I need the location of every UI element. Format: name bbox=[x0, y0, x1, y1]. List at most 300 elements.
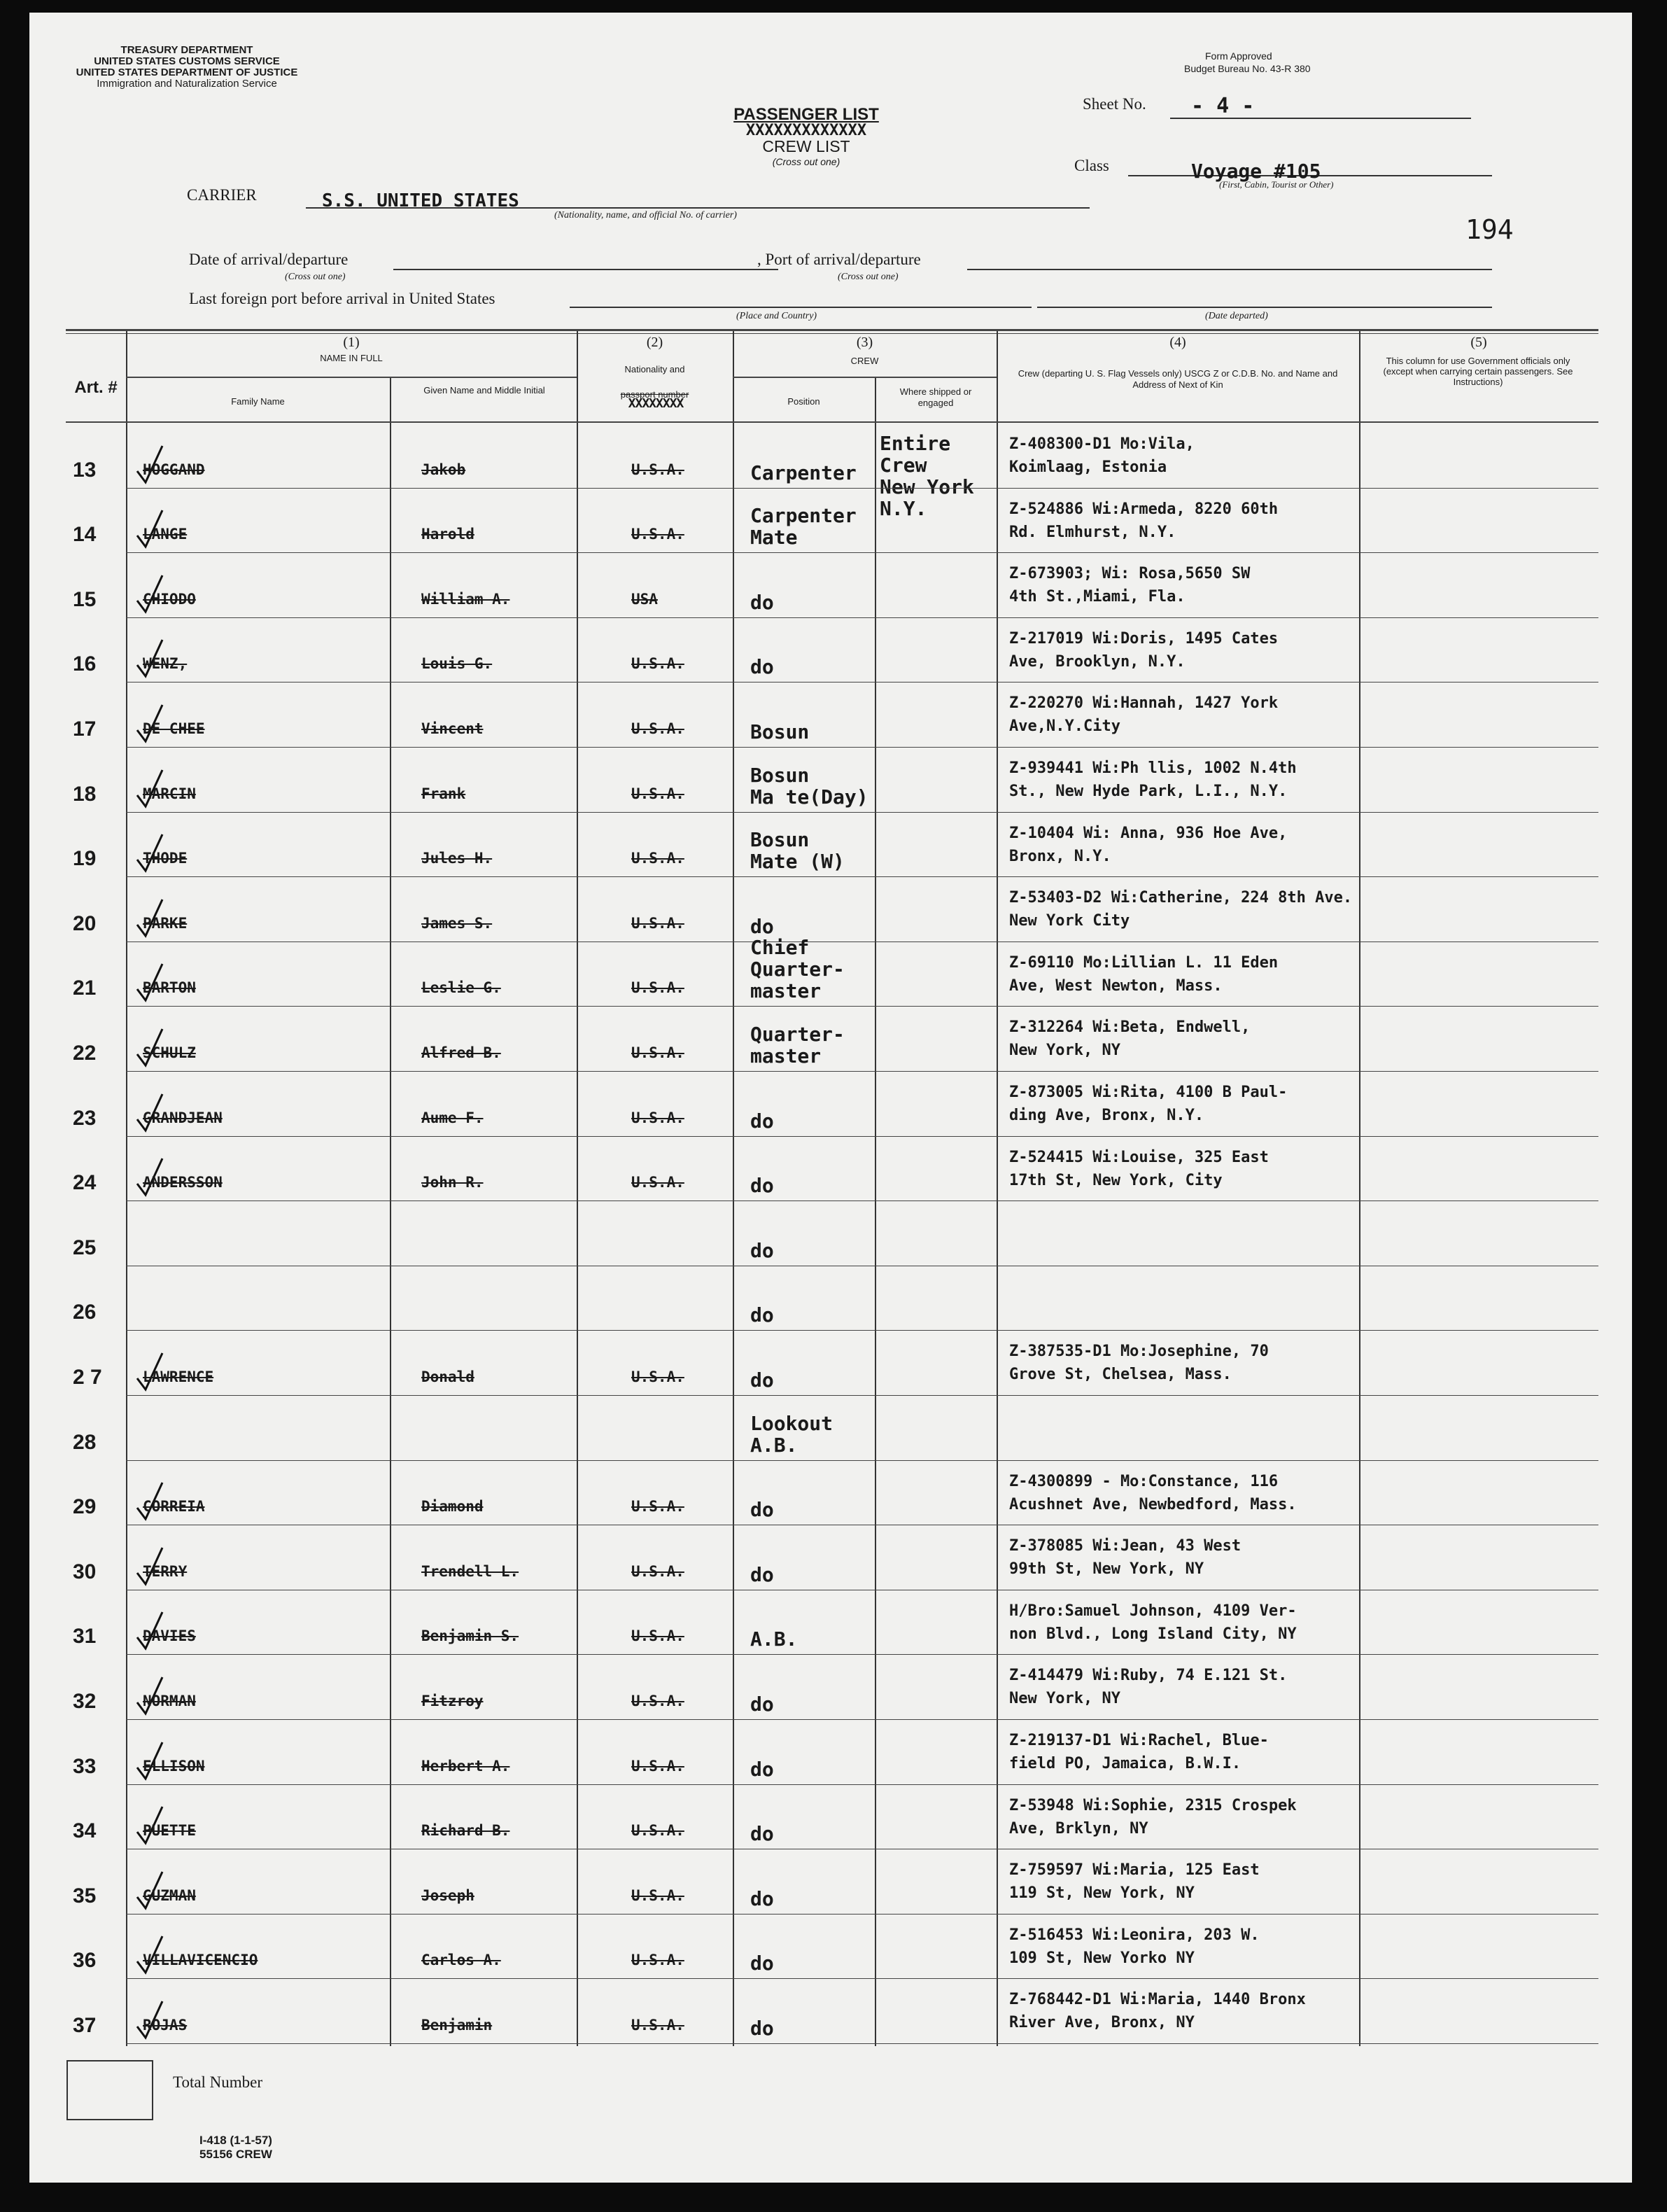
next-of-kin-line: Z-69110 Mo:Lillian L. 11 Eden bbox=[1009, 953, 1279, 972]
article-number: 24 bbox=[73, 1171, 97, 1195]
next-of-kin bbox=[1009, 886, 1352, 932]
given-name: Jakob bbox=[421, 461, 466, 478]
nationality: U.S.A. bbox=[631, 1822, 684, 1840]
agency-line: TREASURY DEPARTMENT bbox=[120, 44, 253, 56]
name-subheader-line bbox=[126, 377, 577, 378]
table-row bbox=[29, 1462, 1632, 1527]
family-name: VILLAVICENCIO bbox=[143, 1952, 258, 1969]
nationality: U.S.A. bbox=[631, 1044, 684, 1061]
given-name: Herbert A. bbox=[421, 1757, 510, 1774]
next-of-kin-line: St., New Hyde Park, L.I., N.Y. bbox=[1009, 783, 1288, 800]
row-divider bbox=[126, 1719, 1598, 1720]
table-row bbox=[29, 619, 1632, 684]
document-sheet bbox=[29, 13, 1632, 2183]
article-number: 13 bbox=[73, 458, 97, 482]
position-line: A.B. bbox=[750, 1433, 798, 1457]
given-name: Joseph bbox=[421, 1886, 474, 1904]
given-name: William A. bbox=[421, 590, 510, 608]
given-name: John R. bbox=[421, 1174, 484, 1191]
row-divider bbox=[126, 2043, 1598, 2044]
date-note: (Cross out one) bbox=[285, 272, 346, 282]
position-line: do bbox=[750, 1174, 774, 1198]
position-line: do bbox=[750, 1368, 774, 1392]
position-line: do bbox=[750, 1303, 774, 1327]
article-number: 28 bbox=[73, 1430, 97, 1454]
article-number: 15 bbox=[73, 587, 97, 611]
next-of-kin-line: field PO, Jamaica, B.W.I. bbox=[1009, 1755, 1242, 1772]
given-name: Jules H. bbox=[421, 850, 493, 867]
article-number: 2 7 bbox=[73, 1365, 102, 1389]
table-row bbox=[29, 1138, 1632, 1203]
agency-line: Immigration and Naturalization Service bbox=[97, 78, 277, 90]
position bbox=[750, 462, 857, 484]
position-line: do bbox=[750, 590, 774, 614]
next-of-kin-line: non Blvd., Long Island City, NY bbox=[1009, 1625, 1297, 1643]
position-line: Lookout bbox=[750, 1411, 834, 1435]
position bbox=[750, 1564, 774, 1586]
position bbox=[750, 1304, 774, 1326]
nationality: U.S.A. bbox=[631, 785, 684, 802]
position-line: Chief bbox=[750, 936, 810, 960]
position-line: do bbox=[750, 1109, 774, 1133]
position-line: do bbox=[750, 1952, 774, 1975]
article-number: 30 bbox=[73, 1560, 97, 1583]
table-row bbox=[29, 1007, 1632, 1072]
date-line bbox=[393, 269, 778, 270]
position-line: master bbox=[750, 979, 822, 1003]
given-name: Leslie G. bbox=[421, 979, 501, 997]
col4-number: (4) bbox=[1169, 335, 1186, 350]
row-divider bbox=[126, 812, 1598, 813]
next-of-kin-line: 4th St.,Miami, Fla. bbox=[1009, 588, 1186, 606]
row-divider bbox=[126, 1330, 1598, 1331]
row-divider bbox=[126, 1978, 1598, 1979]
next-of-kin-line: Z-673903; Wi: Rosa,5650 SW bbox=[1009, 565, 1251, 583]
next-of-kin-line: Z-524415 Wi:Louise, 325 East bbox=[1009, 1148, 1269, 1166]
position-line: do bbox=[750, 1238, 774, 1262]
given-name: Frank bbox=[421, 785, 466, 802]
position bbox=[750, 1888, 774, 1910]
given-name: Alfred B. bbox=[421, 1044, 501, 1061]
shipped-line: N.Y. bbox=[880, 497, 927, 520]
next-of-kin-line: Z-524886 Wi:Armeda, 8220 60th bbox=[1009, 500, 1279, 518]
class-value: Voyage #105 bbox=[1191, 160, 1321, 183]
position-line: Quarter- bbox=[750, 958, 845, 981]
article-number: 14 bbox=[73, 523, 97, 547]
next-of-kin bbox=[1009, 951, 1278, 997]
next-of-kin bbox=[1009, 1664, 1287, 1710]
row-divider bbox=[126, 552, 1598, 553]
position bbox=[750, 592, 774, 613]
nationality: U.S.A. bbox=[631, 850, 684, 867]
article-number: 25 bbox=[73, 1236, 97, 1259]
class-note: (First, Cabin, Tourist or Other) bbox=[1219, 179, 1334, 190]
class-label: Class bbox=[1074, 157, 1109, 174]
next-of-kin-line: Z-217019 Wi:Doris, 1495 Cates bbox=[1009, 629, 1279, 648]
table-row bbox=[29, 683, 1632, 748]
next-of-kin bbox=[1009, 1340, 1269, 1386]
given-name: Diamond bbox=[421, 1498, 484, 1516]
given-name: Donald bbox=[421, 1368, 474, 1385]
title-strikeout: XXXXXXXXXXXXX bbox=[745, 122, 867, 139]
position bbox=[750, 1628, 797, 1650]
form-crew-code: 55156 CREW bbox=[199, 2148, 272, 2161]
next-of-kin-line: 99th St, New York, NY bbox=[1009, 1560, 1204, 1578]
article-number: 33 bbox=[73, 1754, 97, 1778]
given-name: James S. bbox=[421, 914, 493, 932]
next-of-kin-line: Z-10404 Wi: Anna, 936 Hoe Ave, bbox=[1009, 824, 1288, 842]
next-of-kin-line: Ave, Brooklyn, N.Y. bbox=[1009, 652, 1186, 671]
nationality: U.S.A. bbox=[631, 1174, 684, 1191]
family-name: SCHULZ bbox=[143, 1044, 196, 1061]
shipped-line: New York bbox=[880, 475, 974, 498]
given-name: Benjamin bbox=[421, 2016, 493, 2033]
sheet-value: - 4 - bbox=[1191, 94, 1255, 118]
next-of-kin bbox=[1009, 1534, 1241, 1581]
article-number: 35 bbox=[73, 1884, 97, 1907]
given-name: Vincent bbox=[421, 720, 484, 737]
table-row bbox=[29, 424, 1632, 489]
next-of-kin bbox=[1009, 1146, 1269, 1192]
family-name: LAWRENCE bbox=[143, 1368, 214, 1385]
position-line: Mate bbox=[750, 526, 798, 550]
given-name: Benjamin S. bbox=[421, 1628, 519, 1645]
next-of-kin bbox=[1009, 1729, 1269, 1775]
table-top-border bbox=[66, 329, 1598, 331]
next-of-kin bbox=[1009, 1794, 1297, 1840]
list-title bbox=[673, 105, 939, 167]
table-row bbox=[29, 554, 1632, 619]
nationality: U.S.A. bbox=[631, 1628, 684, 1645]
position bbox=[750, 1823, 774, 1844]
position-line: Bosun bbox=[750, 828, 810, 852]
position-line: Mate (W) bbox=[750, 850, 845, 874]
place-note: (Place and Country) bbox=[736, 311, 817, 321]
table-row bbox=[29, 1072, 1632, 1138]
shipped-line: Entire bbox=[880, 432, 951, 455]
next-of-kin bbox=[1009, 1988, 1306, 2034]
family-name: PARKE bbox=[143, 914, 188, 932]
next-of-kin-line: H/Bro:Samuel Johnson, 4109 Ver- bbox=[1009, 1602, 1297, 1620]
next-of-kin-line: Z-219137-D1 Wi:Rachel, Blue- bbox=[1009, 1732, 1269, 1749]
next-of-kin-line: New York City bbox=[1009, 912, 1130, 930]
row-divider bbox=[126, 488, 1598, 489]
article-number: 36 bbox=[73, 1949, 97, 1973]
family-name: DE CHEE bbox=[143, 720, 205, 737]
table-row bbox=[29, 1850, 1632, 1915]
next-of-kin-line: 119 St, New York, NY bbox=[1009, 1884, 1195, 1903]
position-line: Bosun bbox=[750, 763, 810, 787]
crew-subheader-line bbox=[733, 377, 997, 378]
position-line: do bbox=[750, 1886, 774, 1910]
next-of-kin-line: Z-378085 Wi:Jean, 43 West bbox=[1009, 1537, 1242, 1555]
position-line: do bbox=[750, 914, 774, 938]
given-name: Aume F. bbox=[421, 1109, 484, 1126]
table-row bbox=[29, 1980, 1632, 2045]
position-line: Quarter- bbox=[750, 1022, 845, 1046]
given-name: Harold bbox=[421, 526, 474, 543]
article-number: 19 bbox=[73, 847, 97, 871]
table-row bbox=[29, 936, 1632, 1008]
position bbox=[750, 937, 845, 1002]
family-name-header: Family Name bbox=[231, 396, 285, 407]
next-of-kin-line: Grove St, Chelsea, Mass. bbox=[1009, 1366, 1232, 1384]
next-of-kin bbox=[1009, 562, 1250, 608]
next-of-kin-line: Ave, Brklyn, NY bbox=[1009, 1819, 1148, 1837]
next-of-kin-line: Z-939441 Wi:Ph llis, 1002 N.4th bbox=[1009, 760, 1297, 777]
total-number-label: Total Number bbox=[173, 2073, 263, 2091]
passport-strikeout: XXXXXXXX bbox=[628, 396, 684, 411]
page-number: 194 bbox=[1465, 214, 1514, 245]
row-divider bbox=[126, 747, 1598, 748]
nationality: U.S.A. bbox=[631, 1886, 684, 1904]
article-number: 21 bbox=[73, 976, 97, 1000]
family-name: CHIODO bbox=[143, 590, 196, 608]
nationality: U.S.A. bbox=[631, 1498, 684, 1516]
next-of-kin-line: Z-414479 Wi:Ruby, 74 E.121 St. bbox=[1009, 1667, 1288, 1685]
family-name: ROJAS bbox=[143, 2016, 188, 2033]
next-of-kin bbox=[1009, 498, 1278, 544]
title-crew-list: CREW LIST bbox=[762, 137, 850, 155]
given-name: Richard B. bbox=[421, 1822, 510, 1840]
family-name: CORREIA bbox=[143, 1498, 205, 1516]
position bbox=[750, 829, 845, 872]
crew-header: CREW bbox=[850, 356, 879, 366]
position-line: do bbox=[750, 2016, 774, 2040]
port-label: , Port of arrival/departure bbox=[757, 251, 921, 268]
given-name: Trendell L. bbox=[421, 1562, 519, 1580]
family-name: ANDERSSON bbox=[143, 1174, 223, 1191]
col5-number: (5) bbox=[1470, 335, 1487, 350]
carrier-value: S.S. UNITED STATES bbox=[322, 190, 519, 211]
article-number: 17 bbox=[73, 717, 97, 741]
nationality: U.S.A. bbox=[631, 2016, 684, 2033]
position-line: Bosun bbox=[750, 720, 810, 743]
row-divider bbox=[126, 1395, 1598, 1396]
position-line: Carpenter bbox=[750, 461, 857, 484]
article-number: 26 bbox=[73, 1301, 97, 1324]
row-divider bbox=[126, 1006, 1598, 1007]
family-name: HOGGAND bbox=[143, 461, 205, 478]
port-line bbox=[967, 269, 1492, 270]
position-line: do bbox=[750, 1822, 774, 1846]
shipped-header: Where shipped or engaged bbox=[899, 386, 972, 408]
nationality: U.S.A. bbox=[631, 1952, 684, 1969]
given-name: Louis G. bbox=[421, 655, 493, 673]
last-port-label: Last foreign port before arrival in United States bbox=[189, 290, 495, 307]
kin-header: Crew (departing U. S. Flag Vessels only) USCG Z or C.D.B. No. and Name and Address of Next of Kin bbox=[1018, 368, 1338, 390]
position bbox=[750, 916, 774, 937]
next-of-kin-line: Z-53403-D2 Wi:Catherine, 224 8th Ave. bbox=[1009, 889, 1353, 907]
next-of-kin-line: Koimlaag, Estonia bbox=[1009, 458, 1167, 476]
position-line: Ma te(Day) bbox=[750, 785, 868, 808]
next-of-kin bbox=[1009, 1924, 1260, 1970]
position bbox=[750, 1023, 845, 1067]
position-line: A.B. bbox=[750, 1628, 798, 1651]
budget-bureau: Budget Bureau No. 43-R 380 bbox=[1184, 63, 1311, 74]
article-number: 18 bbox=[73, 782, 97, 806]
table-top-border-2 bbox=[66, 333, 1598, 334]
family-name: BARTON bbox=[143, 979, 196, 997]
title-note: (Cross out one) bbox=[772, 156, 840, 167]
agency-line: UNITED STATES CUSTOMS SERVICE bbox=[94, 55, 280, 67]
article-number: 22 bbox=[73, 1041, 97, 1065]
next-of-kin-line: Ave,N.Y.City bbox=[1009, 718, 1120, 736]
position-line: do bbox=[750, 1692, 774, 1716]
position bbox=[750, 1369, 774, 1391]
nationality: U.S.A. bbox=[631, 655, 684, 673]
position bbox=[750, 1952, 774, 1974]
col2-number: (2) bbox=[646, 335, 663, 350]
article-number: 29 bbox=[73, 1495, 97, 1519]
position bbox=[750, 1175, 774, 1196]
given-name: Carlos A. bbox=[421, 1952, 501, 1969]
table-row bbox=[29, 813, 1632, 878]
date-departed-note: (Date departed) bbox=[1205, 311, 1268, 321]
sheet-label: Sheet No. bbox=[1083, 95, 1146, 113]
form-code: I-418 (1-1-57) bbox=[199, 2134, 272, 2147]
article-number: 31 bbox=[73, 1625, 97, 1648]
position bbox=[750, 656, 774, 678]
row-divider bbox=[126, 1654, 1598, 1655]
nationality: U.S.A. bbox=[631, 1562, 684, 1580]
article-number: 23 bbox=[73, 1106, 97, 1130]
next-of-kin bbox=[1009, 1858, 1260, 1905]
total-number-box bbox=[66, 2060, 153, 2120]
row-divider bbox=[126, 876, 1598, 877]
next-of-kin-line: Z-768442-D1 Wi:Maria, 1440 Bronx bbox=[1009, 1991, 1306, 2009]
carrier-label: CARRIER bbox=[187, 186, 257, 204]
position-line: Carpenter bbox=[750, 504, 857, 528]
nationality: U.S.A. bbox=[631, 526, 684, 543]
nationality: U.S.A. bbox=[631, 1368, 684, 1385]
nationality: U.S.A. bbox=[631, 720, 684, 737]
next-of-kin bbox=[1009, 1081, 1287, 1127]
date-label: Date of arrival/departure bbox=[189, 251, 349, 268]
row-divider bbox=[126, 1071, 1598, 1072]
col3-number: (3) bbox=[856, 335, 873, 350]
position bbox=[750, 1499, 774, 1520]
table-row bbox=[29, 1267, 1632, 1332]
row-divider bbox=[126, 941, 1598, 942]
given-name: Fitzroy bbox=[421, 1692, 484, 1709]
table-row bbox=[29, 1526, 1632, 1591]
table-row bbox=[29, 748, 1632, 813]
next-of-kin-line: Z-312264 Wi:Beta, Endwell, bbox=[1009, 1018, 1251, 1037]
row-divider bbox=[126, 1200, 1598, 1201]
table-row bbox=[29, 489, 1632, 554]
art-column-header: Art. # bbox=[74, 378, 118, 397]
next-of-kin-line: 17th St, New York, City bbox=[1009, 1171, 1223, 1189]
date-departed-line bbox=[1037, 307, 1492, 308]
nationality-header: Nationality and bbox=[624, 364, 685, 374]
next-of-kin-line: Rd. Elmhurst, N.Y. bbox=[1009, 523, 1176, 541]
agency-header bbox=[57, 45, 316, 90]
article-number: 32 bbox=[73, 1689, 97, 1713]
table-row bbox=[29, 878, 1632, 943]
port-note: (Cross out one) bbox=[838, 272, 899, 282]
position-line: do bbox=[750, 655, 774, 679]
next-of-kin bbox=[1009, 1016, 1250, 1062]
table-row bbox=[29, 1915, 1632, 1980]
table-row bbox=[29, 1591, 1632, 1656]
next-of-kin bbox=[1009, 822, 1287, 868]
table-row bbox=[29, 1202, 1632, 1267]
shipped-line: Crew bbox=[880, 454, 927, 477]
next-of-kin-line: 109 St, New Yorko NY bbox=[1009, 1949, 1195, 1967]
row-divider bbox=[126, 1136, 1598, 1137]
position bbox=[750, 764, 868, 808]
position bbox=[750, 1758, 774, 1780]
next-of-kin-line: Z-759597 Wi:Maria, 125 East bbox=[1009, 1861, 1260, 1879]
next-of-kin bbox=[1009, 1470, 1297, 1516]
article-number: 16 bbox=[73, 652, 97, 676]
next-of-kin-line: Z-408300-D1 Mo:Vila, bbox=[1009, 435, 1195, 453]
position bbox=[750, 1240, 774, 1261]
nationality: U.S.A. bbox=[631, 979, 684, 997]
agency-line: UNITED STATES DEPARTMENT OF JUSTICE bbox=[76, 66, 298, 78]
form-approved: Form Approved bbox=[1205, 50, 1272, 62]
given-name-header: Given Name and Middle Initial bbox=[423, 385, 545, 396]
place-line bbox=[570, 307, 1032, 308]
family-name: LANGE bbox=[143, 526, 188, 543]
family-name: ELLISON bbox=[143, 1757, 205, 1774]
family-name: GUZMAN bbox=[143, 1886, 196, 1904]
next-of-kin-line: Z-220270 Wi:Hannah, 1427 York bbox=[1009, 694, 1279, 713]
col1-number: (1) bbox=[343, 335, 360, 350]
table-row bbox=[29, 1786, 1632, 1851]
article-number: 20 bbox=[73, 911, 97, 935]
row-divider bbox=[126, 617, 1598, 618]
next-of-kin bbox=[1009, 757, 1297, 803]
next-of-kin-line: Bronx, N.Y. bbox=[1009, 847, 1111, 865]
position bbox=[750, 1413, 833, 1456]
nationality: U.S.A. bbox=[631, 1757, 684, 1774]
col1-title: NAME IN FULL bbox=[320, 353, 383, 363]
next-of-kin-line: New York, NY bbox=[1009, 1042, 1120, 1060]
next-of-kin bbox=[1009, 627, 1278, 673]
header-bottom-line bbox=[66, 421, 1598, 423]
position bbox=[750, 1110, 774, 1132]
next-of-kin-line: Z-516453 Wi:Leonira, 203 W. bbox=[1009, 1926, 1260, 1944]
position bbox=[750, 505, 857, 548]
family-name: TERRY bbox=[143, 1562, 188, 1580]
position bbox=[750, 721, 809, 743]
row-divider bbox=[126, 1460, 1598, 1461]
next-of-kin bbox=[1009, 433, 1195, 479]
article-number: 34 bbox=[73, 1819, 97, 1843]
position-line: do bbox=[750, 1757, 774, 1781]
table-row bbox=[29, 1331, 1632, 1396]
next-of-kin bbox=[1009, 692, 1278, 738]
position-header: Position bbox=[787, 396, 820, 407]
next-of-kin-line: Z-53948 Wi:Sophie, 2315 Crospek bbox=[1009, 1796, 1297, 1814]
position-line: do bbox=[750, 1498, 774, 1522]
position-line: do bbox=[750, 1562, 774, 1586]
table-row bbox=[29, 1721, 1632, 1786]
nationality: USA bbox=[631, 590, 658, 608]
nationality: U.S.A. bbox=[631, 1692, 684, 1709]
nationality: U.S.A. bbox=[631, 914, 684, 932]
article-number: 37 bbox=[73, 2013, 97, 2037]
family-name: NORMAN bbox=[143, 1692, 196, 1709]
next-of-kin-line: New York, NY bbox=[1009, 1690, 1120, 1708]
position-line: master bbox=[750, 1044, 822, 1068]
carrier-note: (Nationality, name, and official No. of carrier) bbox=[554, 210, 737, 220]
nationality: U.S.A. bbox=[631, 461, 684, 478]
official-header: This column for use Government officials only (except when carrying certain passengers. See Instructions) bbox=[1383, 356, 1573, 387]
position bbox=[750, 2017, 774, 2039]
